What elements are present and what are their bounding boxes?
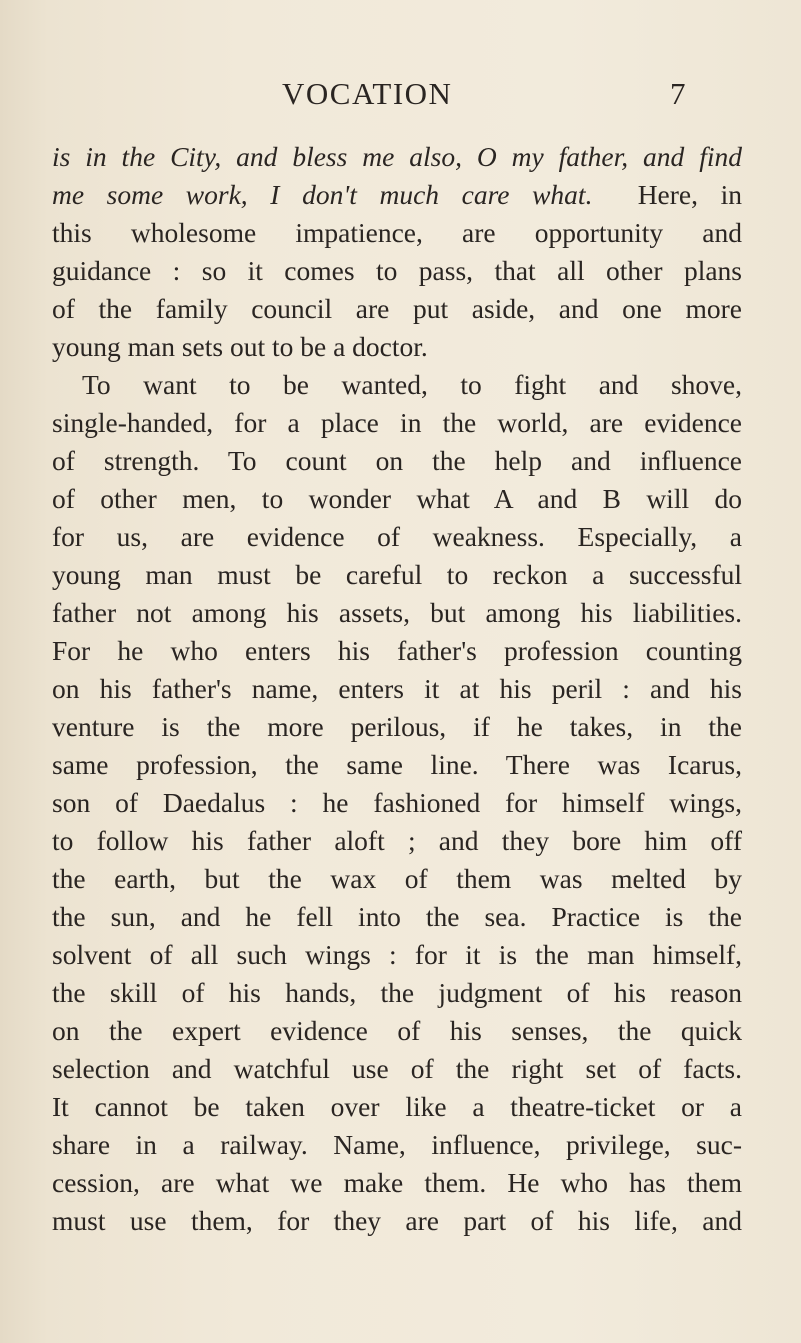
text-line: To want to be wanted, to fight and shove, — [82, 369, 742, 400]
text-line: this wholesome impatience, are opportunity and — [52, 217, 742, 248]
text-line: venture is the more perilous, if he takes, in the — [52, 711, 742, 742]
text-line: father not among his assets, but among his liabilities. — [52, 597, 742, 628]
text-line: the sun, and he fell into the sea. Practice is the — [52, 901, 742, 932]
text-line: single-handed, for a place in the world, are evidence — [52, 407, 742, 438]
text-line: on the expert evidence of his senses, the quick — [52, 1015, 742, 1046]
chapter-title: VOCATION — [282, 76, 453, 111]
text-line: of the family council are put aside, and one more — [52, 293, 742, 324]
body-text — [52, 138, 742, 1240]
text-line: must use them, for they are part of his life, and — [52, 1205, 742, 1236]
text-line: is in the City, and bless me also, O my father, and find — [52, 141, 742, 172]
text-fragment: Here, in — [637, 179, 742, 210]
text-line: It cannot be taken over like a theatre-ticket or a — [52, 1091, 742, 1122]
text-line: guidance : so it comes to pass, that all other plans — [52, 255, 742, 286]
text-line: cession, are what we make them. He who has them — [52, 1167, 742, 1198]
text-line: the skill of his hands, the judgment of his reason — [52, 977, 742, 1008]
page-number: 7 — [670, 76, 686, 111]
text-line: for us, are evidence of weakness. Especially, a — [52, 521, 742, 552]
text-line: share in a railway. Name, influence, privilege, suc- — [52, 1129, 742, 1160]
text-line: For he who enters his father's profession counting — [52, 635, 742, 666]
running-head — [0, 76, 801, 116]
text-line: same profession, the same line. There was Icarus, — [52, 749, 742, 780]
text-line — [52, 176, 742, 214]
text-line: of other men, to wonder what A and B will do — [52, 483, 742, 514]
text-line: young man sets out to be a doctor. — [52, 331, 428, 362]
text-line: on his father's name, enters it at his peril : and his — [52, 673, 742, 704]
text-line: solvent of all such wings : for it is the man himself, — [52, 939, 742, 970]
text-line: selection and watchful use of the right set of facts. — [52, 1053, 742, 1084]
italic-phrase: me some work, I don't much care what. — [52, 179, 593, 210]
text-line: of strength. To count on the help and influence — [52, 445, 742, 476]
text-line: son of Daedalus : he fashioned for himself wings, — [52, 787, 742, 818]
text-line: young man must be careful to reckon a successful — [52, 559, 742, 590]
text-line: the earth, but the wax of them was melted by — [52, 863, 742, 894]
text-line: to follow his father aloft ; and they bore him off — [52, 825, 742, 856]
